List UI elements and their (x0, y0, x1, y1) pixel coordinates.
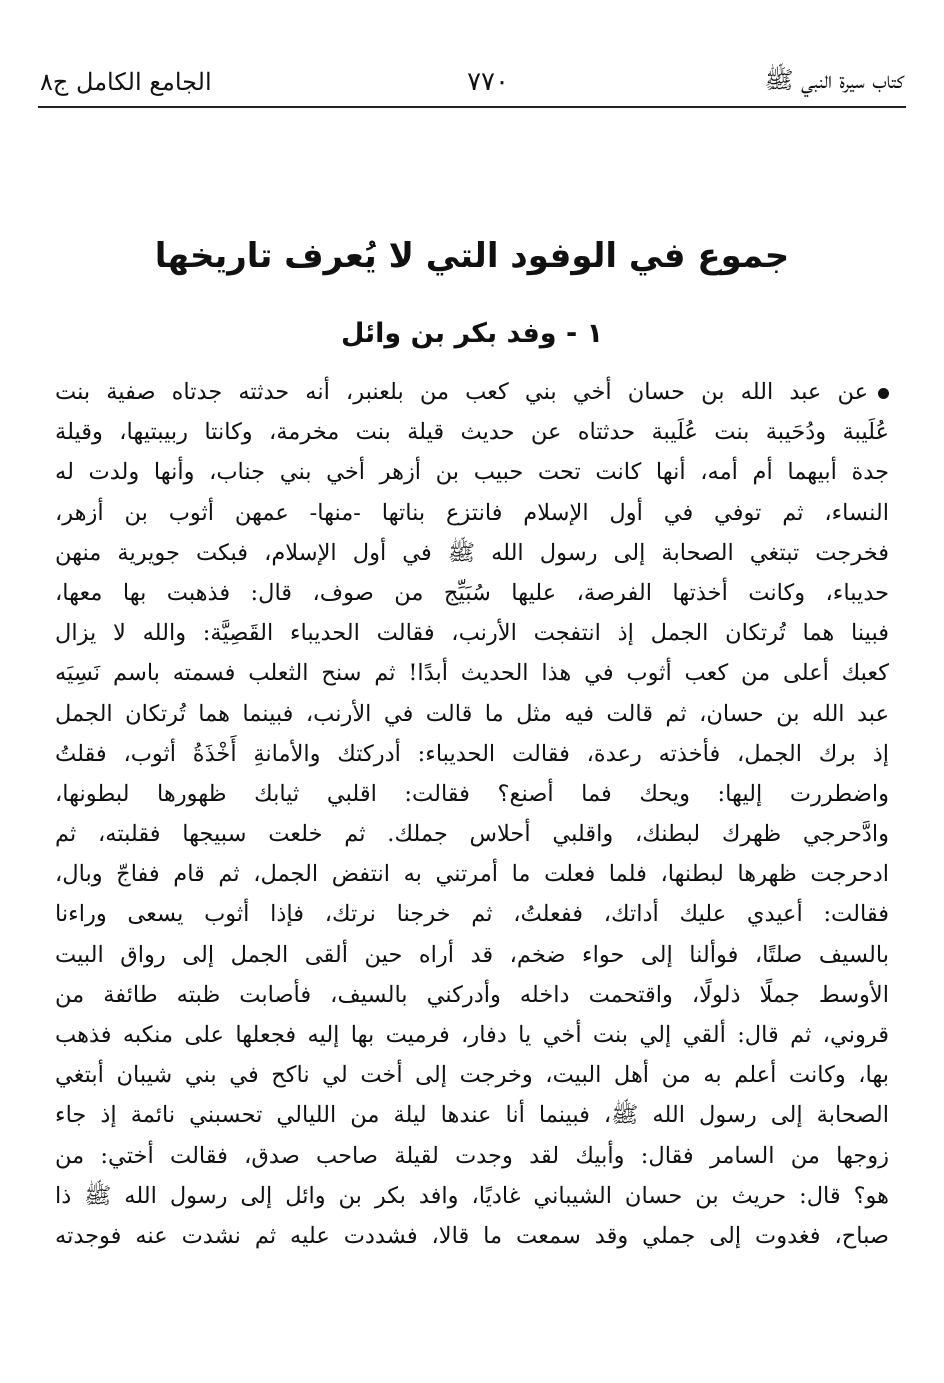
text-line: الأوسط جملًا ذلولًا، واقتحمت داخله وأدركني بالسيف، فأصابت ظبته طائفة من (55, 981, 889, 1008)
body-text (55, 372, 889, 1256)
text-line: عبد الله بن حسان، ثم قالت فيه مثل ما قالت في الأرنب، فبينما هما تُرتكان الجمل (55, 700, 889, 727)
text-line: الصحابة إلى رسول الله ﷺ، فبينما أنا عندها ليلة من الليالي تحسبني نائمة إذ جاء (55, 1102, 889, 1129)
text-line: هو؟ قال: حريث بن حسان الشيباني غاديًا، وافد بكر بن وائل إلى رسول الله ﷺ ذا (55, 1182, 889, 1209)
bullet-icon (878, 388, 889, 399)
text-line: كعبك أعلى من كعب أثوب في هذا الحديث أبدًا! ثم سنح الثعلب فسمته باسم نَسِيَه (55, 660, 889, 687)
running-header (40, 62, 904, 102)
volume-title: الجامع الكامل ج٨ (40, 68, 212, 96)
text-line: فقالت: أعيدي عليك أداتك، ففعلتُ، ثم خرجنا نرتك، فإذا أثوب يسعى وراءنا (55, 901, 889, 928)
text-line: فخرجت تبتغي الصحابة إلى رسول الله ﷺ في أول الإسلام، فبكت جويرية منهن (55, 539, 889, 566)
text-line: إذ برك الجمل، فأخذته رعدة، فقالت الحديباء: أدركتك والأمانةِ أَخْذَةُ أثوب، فقلتُ (55, 740, 889, 767)
text-line: بها، وكانت أعلم به من أهل البيت، وخرجت إلى أخت لي ناكح في بني شيبان أبتغي (55, 1062, 889, 1089)
book-title: كتاب سيرة النبي ﷺ (764, 65, 904, 94)
page-number: ٧٧٠ (467, 67, 509, 97)
text-line: زوجها من السامر فقال: وأبيك لقد وجدت لقيلة صاحب صدق، فقالت أختي: من (55, 1142, 889, 1169)
text-line: قروني، ثم قال: ألقي إلي بنت أخي يا دفار، فرميت بها إليه فجعلها على منكبه فذهب (55, 1022, 889, 1048)
text-line: عُلَيبة ودُحَيبة بنت عُلَيبة حدثتاه عن حديث قيلة بنت مخرمة، وكانتا ربيبتيها، وقيلة (55, 419, 889, 446)
chapter-title: جموع في الوفود التي لا يُعرف تاريخها (154, 236, 790, 276)
text-line: النساء، ثم توفي في أول الإسلام فانتزع بناتها -منها- عمهن أثوب بن أزهر، (55, 499, 889, 526)
text-line: فبينا هما تُرتكان الجمل إذ انتفجت الأرنب، فقالت الحديباء القَصِيَّة: والله لا يزال (55, 620, 889, 647)
text-line: بالسيف صلتًا، فوألنا إلى حواء ضخم، قد أراه حين ألقى الجمل إلى رواق البيت (55, 941, 889, 968)
text-line: صباح، فغدوت إلى جملي وقد سمعت ما قالا، فشددت عليه ثم نشدت عنه فوجدته (55, 1222, 889, 1249)
text-line: وادَّحرجي ظهرك لبطنك، واقلبي أحلاس جملك. ثم خلعت سبيجها فقلبته، ثم (55, 821, 889, 848)
text-line: حديباء، وكانت أخذتها الفرصة، عليها سُبَيِّج من صوف، قال: فذهبت بها معها، (55, 579, 889, 606)
text-line: ادحرجت ظهرها لبطنها، فلما فعلت ما أمرتني به انتفض الجمل، ثم قام ففاجّ وبال، (55, 861, 889, 888)
text-line: عن عبد الله بن حسان أخي بني كعب من بلعنبر، أنه حدثته جدتاه صفية بنت (55, 372, 889, 412)
section-title: ١ - وفد بكر بن وائل (340, 318, 604, 349)
text-line: جدة أبيهما أم أمه، أنها كانت تحت حبيب بن أزهر أخي بني جناب، وأنها ولدت له (55, 459, 889, 486)
header-divider (38, 106, 906, 108)
text-line: واضطررت إليها: ويحك فما أصنع؟ فقالت: اقلبي ثيابك ظهورها لبطونها، (55, 780, 889, 807)
